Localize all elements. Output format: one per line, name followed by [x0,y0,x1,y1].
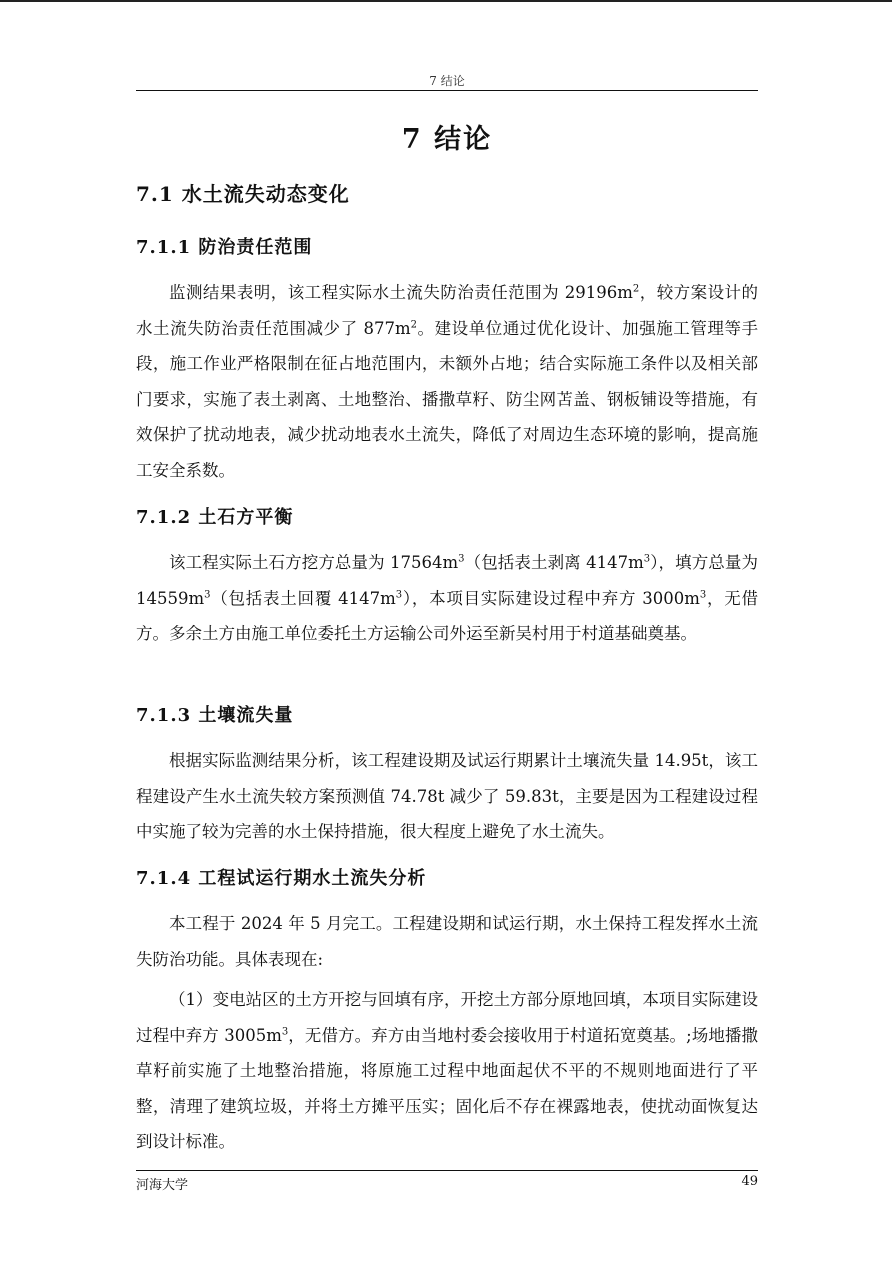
subsection-heading-soil-loss: 7.1.3 土壤流失量 [136,705,294,726]
paragraph-soil-loss: 根据实际监测结果分析，该工程建设期及试运行期累计土壤流失量 14.95t，该工程建设产生水土流失较方案预测值 74.78t 减少了 59.83t，主要是因为工程建设过程中实施了较为完善的水土保持措施，很大程度上避免了水土流失。 [136,751,758,842]
paragraph-responsibility-scope: 监测结果表明，该工程实际水土流失防治责任范围为 $29196m^2$，较方案设计的水土流失防治责任范围减少了 $877m^2$。建设单位通过优化设计、加强施工管理等手段，施工作业严格限制在征占地范围内，未额外占地；结合实际施工条件以及相关部门要求，实施了表土剥离、土地整治、播撒草籽、防尘网苫盖、钢板铺设等措施，有效保护了扰动地表，减少扰动地表水土流失，降低了对周边生态环境的影响，提高施工安全系数。 [136,283,759,480]
footer-university: 河海大学 [136,1178,189,1193]
paragraph-trial-operation-intro: 本工程于 2024 年 5 月完工。工程建设期和试运行期，水土保持工程发挥水土流失防治功能。具体表现在: [136,914,758,969]
running-header: 7 结论 [429,74,465,88]
paragraph-earthwork-balance: 该工程实际土石方挖方总量为 $17564m^3$（包括表土剥离 $4147m^3$），填方总量为 $14559m^3$（包括表土回覆 $4147m^3$），本项目实际建设过程中弃方 $3000m^3$，无借方。多余土方由施工单位委托土方运输公司外运至新吴村用于村道基础奠基。 [136,553,758,644]
subsection-heading-responsibility: 7.1.1 防治责任范围 [136,237,313,258]
footer-rule [136,1170,758,1171]
paragraph-substation-area: （1）变电站区的土方开挖与回填有序，开挖土方部分原地回填，本项目实际建设过程中弃方 $3005m^3$，无借方。弃方由当地村委会接收用于村道拓宽奠基。;场地播撒草籽前实施了土地整治措施，将原施工过程中地面起伏不平的不规则地面进行了平整，清理了建筑垃圾，并将土方摊平压实；固化后不存在裸露地表，使扰动面恢复达到设计标准。 [136,990,758,1152]
header-rule [136,90,758,91]
page-number: 49 [741,1174,758,1189]
chapter-title: 7 结论 [401,124,493,155]
section-heading: 7.1 水土流失动态变化 [136,182,350,206]
subsection-heading-earthwork: 7.1.2 土石方平衡 [136,507,294,528]
subsection-heading-trial-operation: 7.1.4 工程试运行期水土流失分析 [136,868,427,889]
document-page [136,0,758,1262]
